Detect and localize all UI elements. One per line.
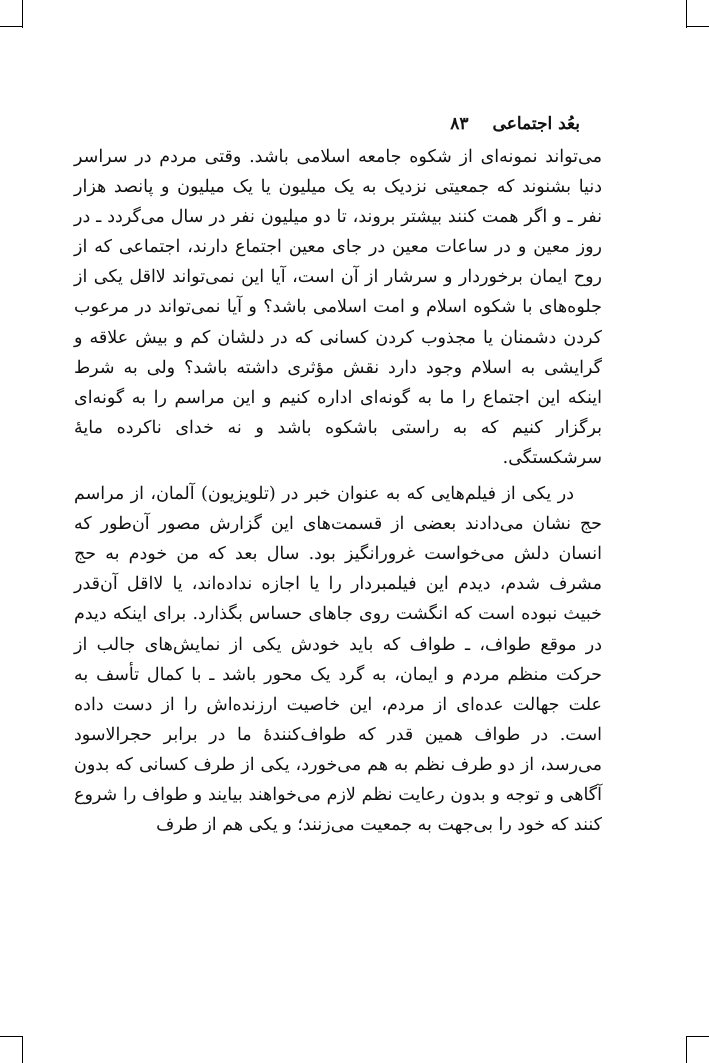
running-header [140,114,580,134]
body-text [74,142,602,840]
crop-mark-bottom-left [22,1036,23,1063]
page-number: ۸۳ [450,114,469,134]
crop-mark-top-left [22,0,23,28]
chapter-title: بعُد اجتماعی [492,114,580,134]
crop-mark-bottom-left [0,1036,22,1037]
paragraph: می‌تواند نمونه‌ای از شکوه جامعه اسلامی باشد. وقتی مردم در سراسر دنیا بشنوند که جمعیتی نزدیک به یک میلیون یا یک میلیون و پانصد هزار نفر ـ و اگر همت کنند بیشتر بروند، تا دو میلیون نفر در سال می‌گردد ـ در روز معین و در ساعات معین در جای معین اجتماع دارند، اجتماعی که از روح ایمان برخوردار و سرشار از آن است، آیا این نمی‌تواند لااقل یکی از جلوه‌های با شکوه اسلام و امت اسلامی باشد؟ و آیا نمی‌تواند در مرعوب کردن دشمنان یا مجذوب کردن کسانی که در دلشان کم و بیش علاقه و گرایشی به اسلام وجود دارد نقش مؤثری داشته باشد؟ ولی به شرط اینکه این اجتماع را ما به گونه‌ای اداره کنیم و این مراسم را به گونه‌ای برگزار کنیم که به راستی باشکوه باشد و نه خدای ناکرده مایهٔ سرشکستگی. [74,147,602,468]
crop-mark-top-right [686,0,687,28]
crop-mark-bottom-right [687,1036,709,1037]
crop-mark-bottom-right [686,1036,687,1063]
paragraph: در یکی از فیلم‌هایی که به عنوان خبر در (تلویزیون) آلمان، از مراسم حج نشان می‌دادند بعضی از قسمت‌های این گزارش مصور آن‌طور که انسان دلش می‌خواست غرورانگیز بود. سال بعد که من خودم به حج مشرف شدم، دیدم این فیلمبردار را یا اجازه نداده‌اند، یا لااقل آن‌قدر خبیث نبوده است که انگشت روی جاهای حساس بگذارد. برای اینکه دیدم در موقع طواف، ـ طواف که باید خودش یکی از نمایش‌های جالب از حرکت منظم مردم و ایمان، به گرد یک محور باشد ـ با کمال تأسف به علت جهالت عده‌ای از مردم، این خاصیت ارزنده‌اش را از دست داده است. در طواف همین قدر که طواف‌کنندهٔ ما در برابر حجرالاسود می‌رسد، از دو طرف نظم به هم می‌خورد، یکی از طرف کسانی که بدون آگاهی و توجه و بدون رعایت نظم لازم می‌خواهند بیایند و طواف را شروع کنند که خود را بی‌جهت به جمعیت می‌زنند؛ و یکی هم از طرف [74,484,602,836]
crop-mark-top-right [687,26,709,27]
crop-mark-top-left [0,26,22,27]
